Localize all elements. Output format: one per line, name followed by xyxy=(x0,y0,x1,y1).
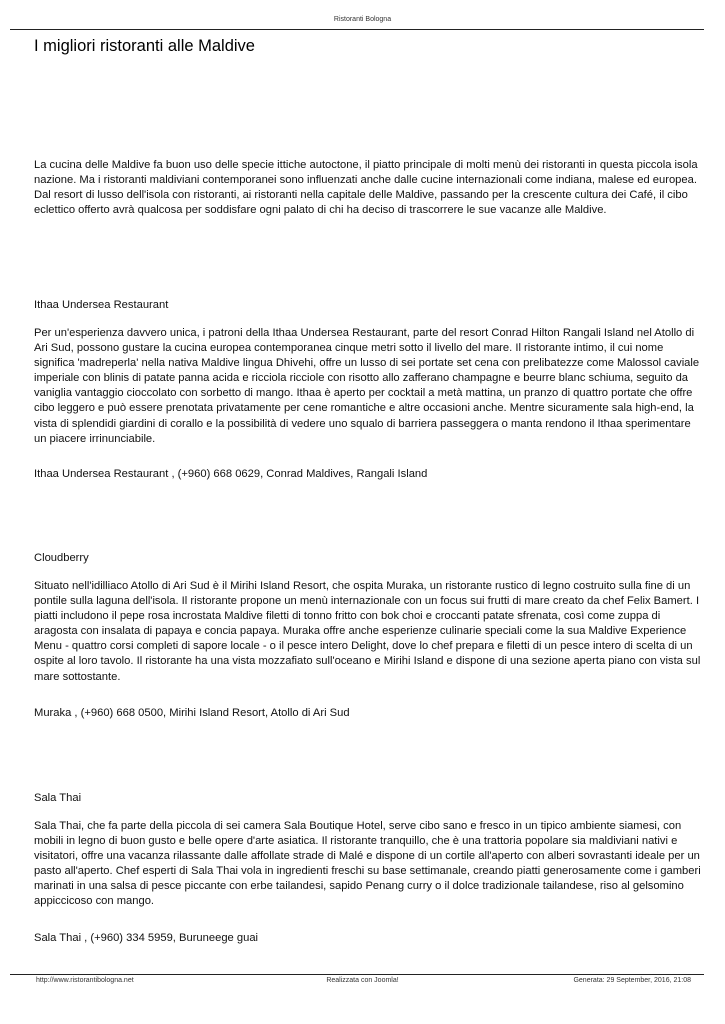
footer-powered-by: Realizzata con Joomla! xyxy=(326,977,399,984)
section-heading-cloudberry: Cloudberry xyxy=(34,552,89,564)
section-heading-sala-thai: Sala Thai xyxy=(34,792,82,804)
header-divider xyxy=(10,29,704,30)
section-heading-ithaa: Ithaa Undersea Restaurant xyxy=(34,299,169,311)
section-contact-muraka: Muraka , (+960) 668 0500, Mirihi Island Resort, Atollo di Ari Sud xyxy=(34,707,350,719)
footer-site-url: http://www.ristorantibologna.net xyxy=(36,977,134,984)
footer-generated-date: Generata: 29 September, 2016, 21:08 xyxy=(573,977,691,984)
site-title: Ristoranti Bologna xyxy=(333,16,392,23)
section-body-cloudberry: Situato nell'idilliaco Atollo di Ari Sud è il Mirihi Island Resort, che ospita Muraka, un ristorante rustico di legno costruito sulla fine di un pontile sulla laguna dell'isola. Il ristorante propone un menù internazionale con un focus sui frutti di mare creato da chef Felix Bamert. I piatti includono il pepe rosa incrostata Maldive filetti di tonno fritto con bok choi e croccanti patate sfrenata, così come zuppa di aragosta con insalata di papaya e concia papaya. Muraka offre anche esperienze culinarie speciali come la sua Maldive Experience Menu - quattro corsi completi di sapore locale - o il pesce intero Delight, dove lo chef prepara e filetti di un pesce intero di scelta di un ospite al loro tavolo. Il ristorante ha una vista mozzafiato sull'oceano e Mirihi Island e dispone di una sezione aperta piano con vista sul mare sottostante. xyxy=(34,580,701,683)
section-contact-sala-thai: Sala Thai , (+960) 334 5959, Buruneege guai xyxy=(34,932,259,944)
section-body-sala-thai: Sala Thai, che fa parte della piccola di sei camera Sala Boutique Hotel, serve cibo sano e fresco in un tipico ambiente siamesi, con mobili in legno di buon gusto e belle opere d'arte asiatica. Il ristorante tranquillo, che è una trattoria popolare sia maldiviani nativi e visitatori, offre una vacanza rilassante dalle affollate strade di Malé e dispone di un cortile all'aperto con alberi sovrastanti ideale per un pasto all'aperto. Chef esperti di Sala Thai vola in ingredienti freschi su base settimanale, creando piatti generosamente come i gamberi marinati in una salsa di pesce piccante con erbe tailandesi, sapido Penang curry o il dolce tradizionale tailandese, riso al gelsomino appiccicoso con mango. xyxy=(34,820,701,908)
section-body-ithaa: Per un'esperienza davvero unica, i patroni della Ithaa Undersea Restaurant, parte del resort Conrad Hilton Rangali Island nel Atollo di Ari Sud, possono gustare la cucina europea contemporanea cinque metri sotto il livello del mare. Il ristorante intimo, il cui nome significa 'madreperla' nella nativa Maldive lingua Dhivehi, offre un lusso di sei portate set cena con prelibatezze come Malossol caviale imperiale con blinis di patate panna acida e ricciola ricciole con risotto allo zafferano champagne e beurre blanc schiuma, seguito da vaniglia vantaggio cioccolato con sorbetto di mango. Ithaa è aperto per cocktail a metà mattina, un pranzo di quattro portate che offre cibo leggero e può essere prenotata privatamente per cene romantiche e altre occasioni anche. Mentre sicuramente sala high-end, la vista di splendidi giardini di corallo e la possibilità di vedere uno squalo di barriera passeggera o manta rendono il Ithaa sperimentare un piacere irrinunciabile. xyxy=(34,327,700,445)
page-title: I migliori ristoranti alle Maldive xyxy=(34,37,255,55)
section-contact-ithaa: Ithaa Undersea Restaurant , (+960) 668 0629, Conrad Maldives, Rangali Island xyxy=(34,468,428,480)
footer-divider xyxy=(10,974,704,975)
intro-paragraph: La cucina delle Maldive fa buon uso delle specie ittiche autoctone, il piatto principale di molti menù dei ristoranti in questa piccola isola nazione. Ma i ristoranti maldiviani contemporanei sono influenzati anche dalle cucine internazionali come indiana, malese ed europea. Dal resort di lusso dell'isola con ristoranti, ai ristoranti nella capitale delle Maldive, passando per la crescente cultura dei Café, il cibo eclettico offerto avrà qualcosa per soddisfare ogni palato di chi ha deciso di trascorrere le sue vacanze alle Maldive. xyxy=(34,159,698,217)
